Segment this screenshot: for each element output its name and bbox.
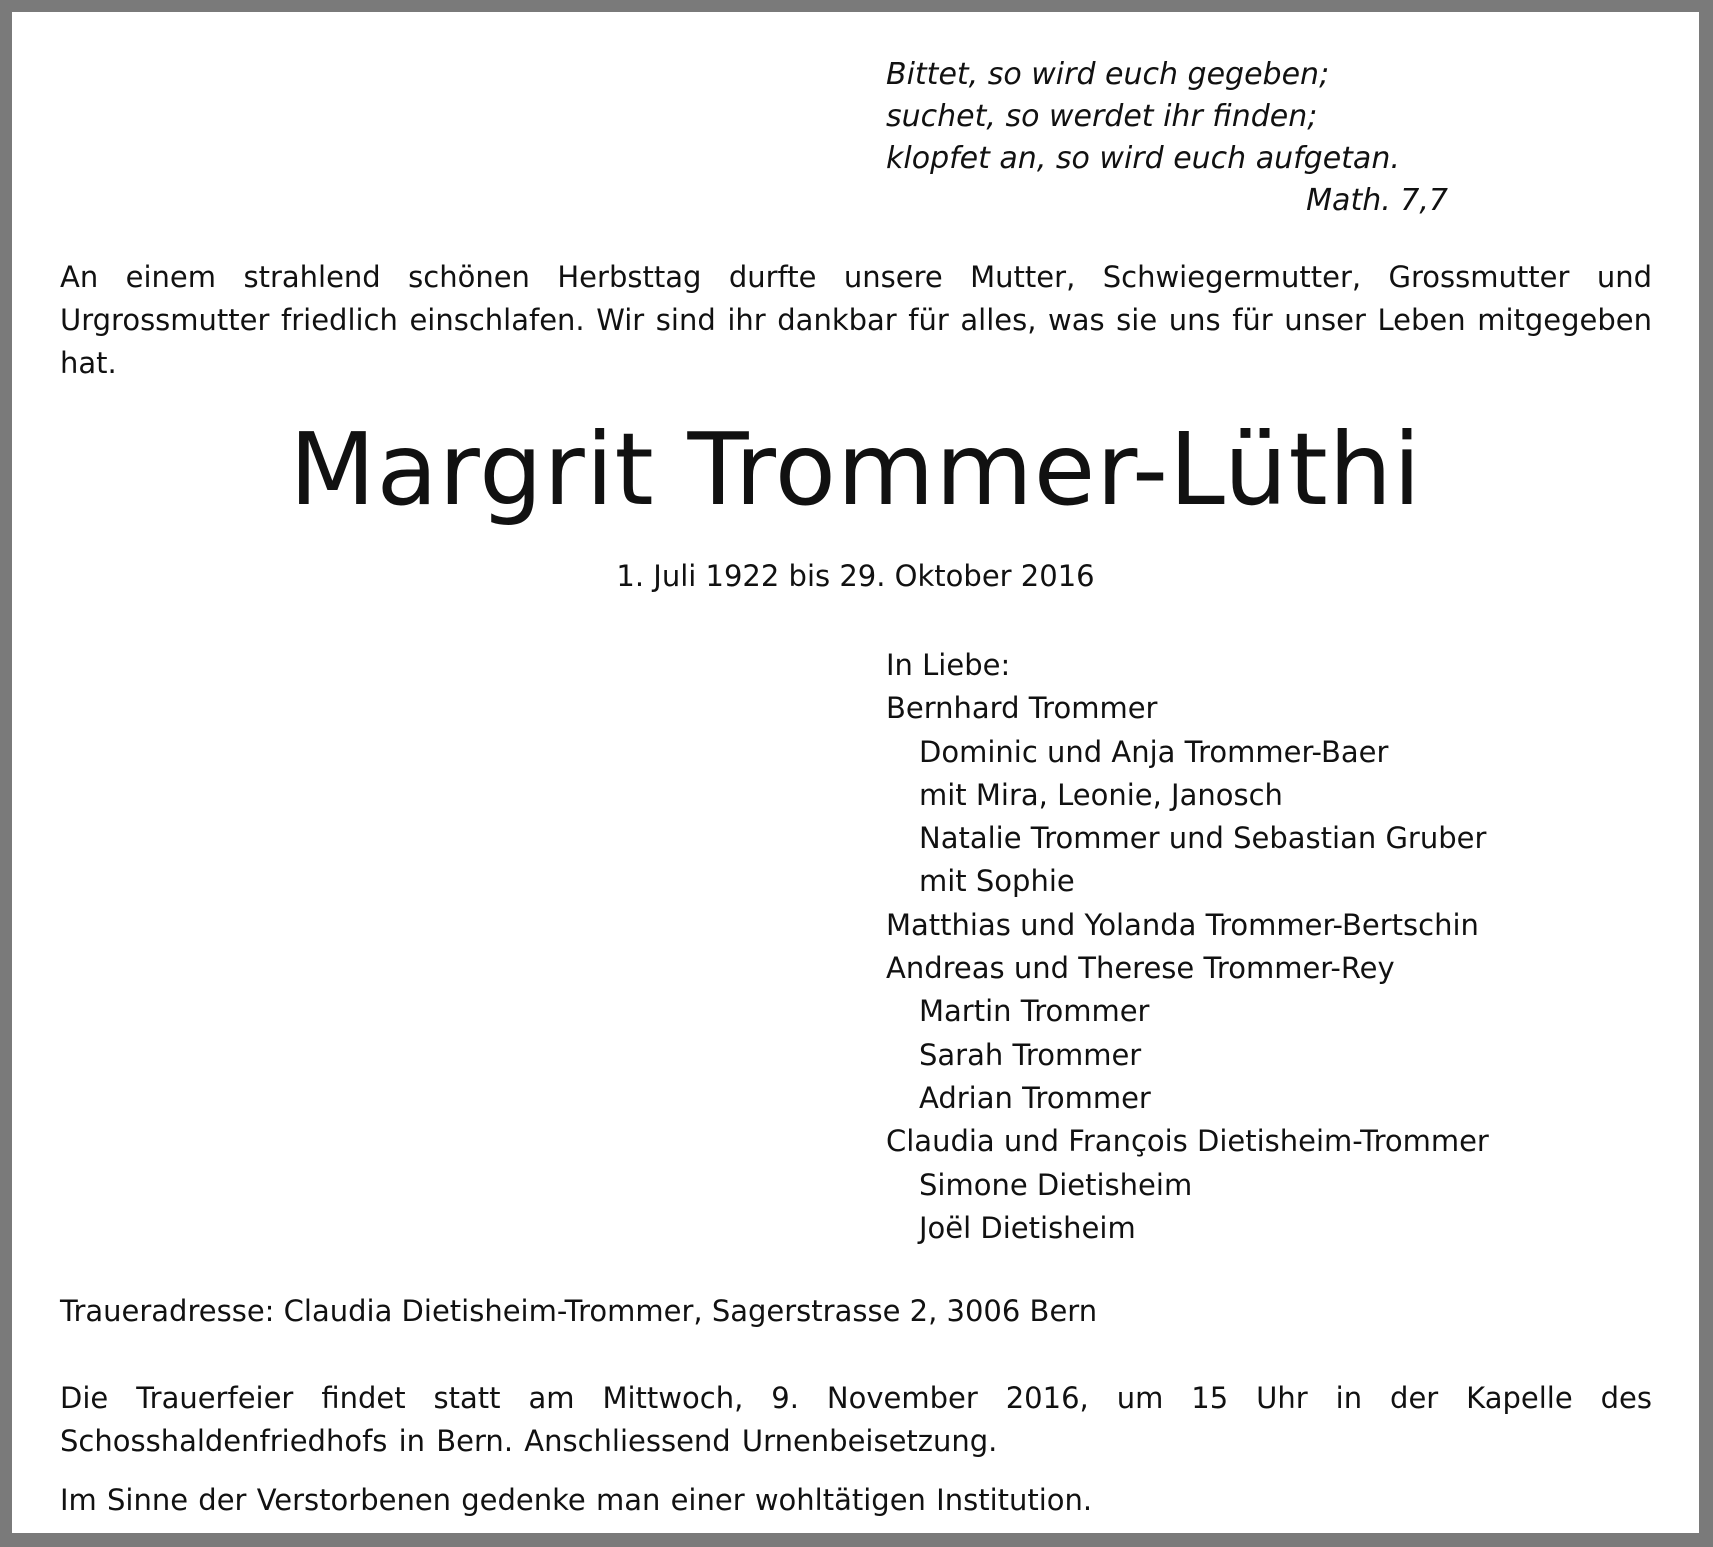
- family-member: Adrian Trommer: [919, 1080, 1151, 1115]
- life-dates: 1. Juli 1922 bis 29. Oktober 2016: [616, 559, 1095, 593]
- family-list: [886, 644, 1666, 1250]
- family-member: Dominic und Anja Trommer-Baer: [919, 734, 1389, 769]
- verse-reference: Math. 7,7: [1306, 183, 1448, 218]
- family-member: mit Mira, Leonie, Janosch: [919, 777, 1283, 812]
- ceremony-info: Die Trauerfeier findet statt am Mittwoch, 9. November 2016, um 15 Uhr in der Kapelle des Schosshaldenfriedhofs in Bern. Anschliessend Urnenbeisetzung.: [60, 1381, 1652, 1458]
- family-member: Claudia und François Dietisheim-Trommer: [886, 1124, 1489, 1159]
- family-heading: In Liebe:: [886, 648, 1011, 682]
- family-member: Joël Dietisheim: [919, 1210, 1136, 1245]
- deceased-name: Margrit Trommer-Lüthi: [289, 411, 1422, 528]
- family-member: Simone Dietisheim: [919, 1167, 1193, 1202]
- mourning-address: Traueradresse: Claudia Dietisheim-Trommer, Sagerstrasse 2, 3006 Bern: [60, 1294, 1098, 1328]
- family-member: Sarah Trommer: [919, 1037, 1142, 1072]
- bible-verse: [886, 54, 1456, 222]
- family-member: Natalie Trommer und Sebastian Gruber: [919, 821, 1487, 856]
- verse-line: suchet, so werdet ihr finden;: [886, 99, 1318, 134]
- family-member: Matthias und Yolanda Trommer-Bertschin: [886, 907, 1479, 942]
- family-member: Andreas und Therese Trommer-Rey: [886, 951, 1395, 986]
- family-member: Bernhard Trommer: [886, 691, 1158, 726]
- verse-line: Bittet, so wird euch gegeben;: [886, 57, 1330, 92]
- family-member: mit Sophie: [919, 864, 1075, 899]
- family-entries: [886, 687, 1666, 1250]
- intro-paragraph: An einem strahlend schönen Herbsttag durfte unsere Mutter, Schwiegermutter, Grossmutter und Urgrossmutter friedlich einschlafen. Wir sind ihr dankbar für alles, was sie uns für unser Leben mitgegeben hat.: [60, 260, 1652, 380]
- family-member: Martin Trommer: [919, 994, 1150, 1029]
- donation-note: Im Sinne der Verstorbenen gedenke man einer wohltätigen Institution.: [60, 1483, 1093, 1517]
- verse-line: klopfet an, so wird euch aufgetan.: [886, 141, 1400, 176]
